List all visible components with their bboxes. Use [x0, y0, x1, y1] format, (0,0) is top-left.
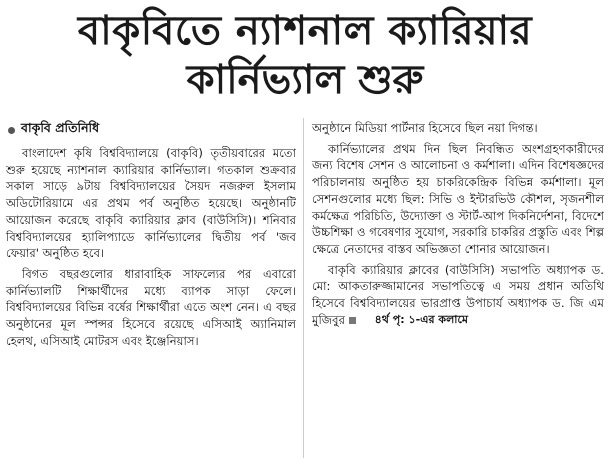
- right-paragraph-2: কার্নিভ্যালের প্রথম দিন ছিল নিবন্ধিত অংশগ্রহণকারীদের জন্য বিশেষ সেশন ও আলোচনা ও কর্মশালা। এদিন বিশেষজ্ঞদের পরিচালনায় অনুষ্ঠিত হয় চাকরিকেন্দ্রিক বিভিন্ন কর্মশালা। মূল সেশনগুলোর মধ্যে ছিল: সিভি ও ইন্টারভিউ কৌশল, সৃজনশীল কর্মক্ষেত্র পরিচিতি, উদ্যোক্তা ও স্টার্ট-আপ দিকনির্দেশনা, বিদেশে উচ্চশিক্ষা ও গবেষণার সুযোগ, সরকারি চাকরির প্রস্তুতি এবং শিল্প ক্ষেত্রে নেতাদের বাস্তব অভিজ্ঞতা শোনার আয়োজন।: [312, 141, 604, 256]
- jump-reference: [349, 312, 468, 329]
- right-paragraph-3: [312, 262, 604, 329]
- right-paragraph-1: অনুষ্ঠানে মিডিয়া পার্টনার হিসেবে ছিল নয়া দিগন্ত।: [312, 121, 538, 135]
- square-icon: [349, 317, 356, 324]
- bullet-icon: [8, 127, 15, 134]
- left-paragraph-1: বাংলাদেশ কৃষি বিশ্ববিদ্যালয়ে (বাকৃবি) তৃতীয়বারের মতো শুরু হয়েছে ন্যাশনাল ক্যারিয়ার কার্নিভ্যাল। গতকাল শুক্রবার সকাল সাড়ে ৯টায় বিশ্ববিদ্যালয়ের সৈয়দ নজরুল ইসলাম অডিটোরিয়ামে এর প্রথম পর্ব অনুষ্ঠিত হয়েছে। অনুষ্ঠানটি আয়োজন করেছে বাকৃবি ক্যারিয়ার ক্লাব (বাউসিসি)। শনিবার বিশ্ববিদ্যালয়ের হ্যালিপ্যাডে কার্নিভ্যালের দ্বিতীয় পর্ব 'জব ফেয়ার' অনুষ্ঠিত হবে।: [6, 146, 296, 261]
- left-paragraph-2: বিগত বছরগুলোর ধারাবাহিক সাফল্যের পর এবারো কার্নিভ্যালটি শিক্ষার্থীদের মধ্যে ব্যাপক সাড়া ফেলে। বিশ্ববিদ্যালয়ের বিভিন্ন বর্ষের শিক্ষার্থীরা এতে অংশ নেন। এ বছর অনুষ্ঠানের মূল স্পন্সর হিসেবে রয়েছে এসিআই অ্যানিমাল হেলথ, এসিআই মোটরস এবং ইঞ্জেনিয়াস।: [6, 266, 296, 348]
- left-column: [6, 145, 296, 349]
- right-paragraph-3-text: বাকৃবি ক্যারিয়ার ক্লাবের (বাউসিসি) সভাপতি অধ্যাপক ড. মো: আকতারুজ্জামানের সভাপতিত্বে এ সময় প্রধান অতিথি হিসেবে বিশ্ববিদ্যালয়ের ভারপ্রাপ্ত উপাচার্য অধ্যাপক ড. জি এম মুজিবুর: [312, 262, 604, 327]
- headline-line-2: কার্নিভ্যাল শুরু: [186, 57, 424, 103]
- column-divider: [303, 118, 304, 458]
- right-column: [312, 120, 604, 329]
- headline: [0, 6, 610, 104]
- byline-text: বাকৃবি প্রতিনিধি: [21, 120, 100, 135]
- byline: [8, 120, 99, 140]
- headline-line-1: বাকৃবিতে ন্যাশনাল ক্যারিয়ার: [77, 8, 533, 54]
- jump-reference-text: ৪র্থ পৃ: ১-এর কলামে: [374, 312, 469, 326]
